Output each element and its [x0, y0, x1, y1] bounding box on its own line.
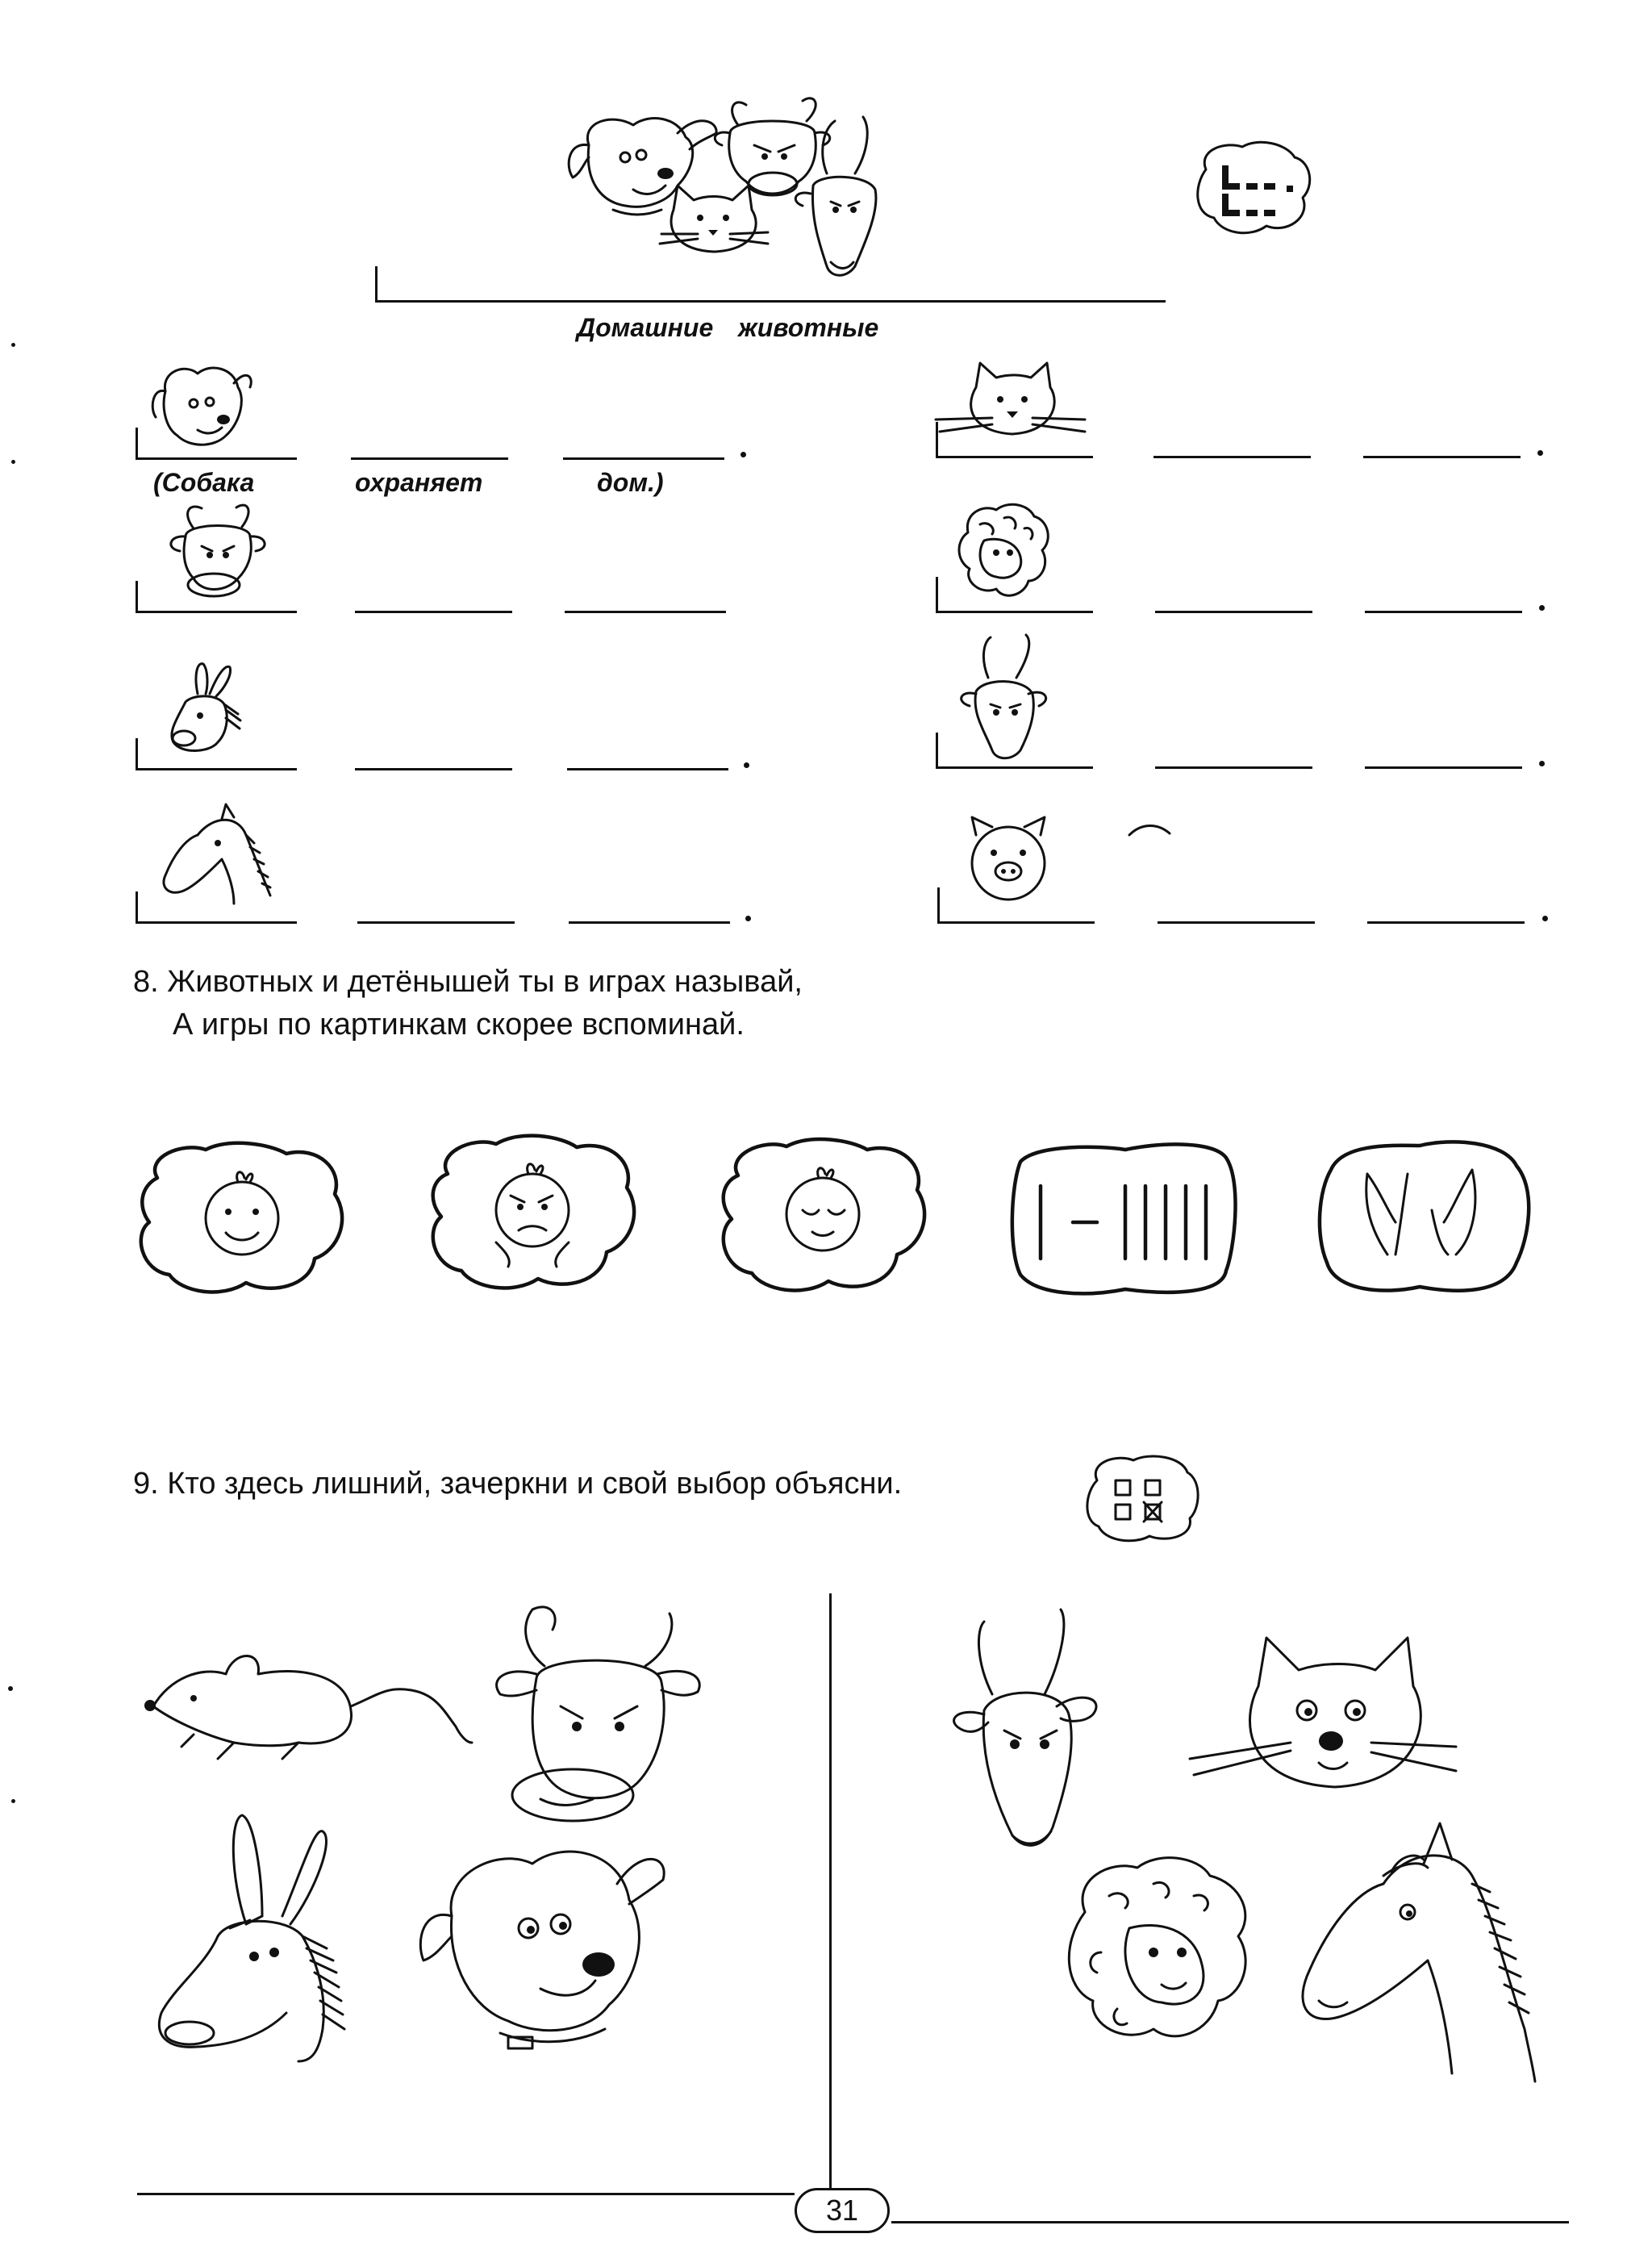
- row-right-2-blank-2[interactable]: [1155, 611, 1312, 613]
- row-right-2-blank-3[interactable]: [1365, 611, 1522, 613]
- page-number-badge: [795, 2188, 890, 2233]
- row-left-4-blank-2[interactable]: [357, 921, 515, 924]
- dog-large-icon[interactable]: [411, 1803, 670, 2077]
- row-right-3-blank-3[interactable]: [1365, 766, 1522, 769]
- donkey-large-icon[interactable]: [141, 1803, 383, 2077]
- row-left-4-blank-3[interactable]: [569, 921, 730, 924]
- sheep-large-icon[interactable]: [1053, 1848, 1279, 2081]
- row-left-3-blank-2[interactable]: [355, 768, 512, 770]
- row-right-2-blank-1[interactable]: [936, 611, 1093, 613]
- cat-head-icon: [660, 186, 768, 252]
- goat-large-icon[interactable]: [907, 1605, 1149, 1872]
- row-right-1-blank-2[interactable]: [1153, 456, 1311, 458]
- header-caption: Домашние животные: [577, 313, 879, 342]
- sheep-small-icon: [952, 500, 1057, 605]
- scan-mark: [11, 460, 15, 464]
- cat-large-icon[interactable]: [1186, 1622, 1460, 1831]
- scan-mark: [11, 343, 15, 347]
- row-right-1-blank-3[interactable]: [1363, 456, 1521, 458]
- game-bubble-tally-marks[interactable]: [1004, 1138, 1246, 1303]
- row-left-1-blank-1[interactable]: [136, 457, 297, 460]
- donkey-small-icon: [161, 658, 250, 762]
- small-mark-decoration: [1125, 819, 1174, 843]
- horse-small-icon: [153, 803, 274, 912]
- goat-small-icon: [952, 633, 1065, 762]
- header-answer-line[interactable]: [375, 300, 1166, 303]
- page-number: 31: [825, 2194, 859, 2227]
- task-8-line-2: А игры по картинкам скорее вспоминай.: [173, 1008, 745, 1042]
- header-animals-illustration: [557, 97, 928, 290]
- build-sentence-icon: [1190, 137, 1319, 242]
- row-right-1-blank-1[interactable]: [936, 456, 1093, 458]
- game-bubble-sleeping-baby[interactable]: [714, 1134, 932, 1299]
- row-left-4-blank-1[interactable]: [136, 921, 297, 924]
- row-right-3-blank-1[interactable]: [936, 766, 1093, 769]
- row-left-1-blank-2[interactable]: [351, 457, 508, 460]
- footer-line-left: [137, 2193, 795, 2195]
- pig-small-icon: [960, 811, 1057, 908]
- row-left-3-blank-3[interactable]: [567, 768, 728, 770]
- task-8-line-1: 8. Животных и детёнышей ты в играх называй,: [133, 965, 803, 999]
- dog-small-icon: [149, 359, 254, 456]
- task-9-text: 9. Кто здесь лишний, зачеркни и свой выбор объясни.: [133, 1467, 903, 1501]
- game-bubble-happy-baby[interactable]: [133, 1138, 351, 1299]
- odd-one-out-icon: [1081, 1452, 1202, 1545]
- row-left-3-blank-1[interactable]: [136, 768, 297, 770]
- row-right-4-blank-2[interactable]: [1158, 921, 1315, 924]
- row-left-1-blank-3[interactable]: [563, 457, 724, 460]
- row-left-2-blank-1[interactable]: [136, 611, 297, 613]
- row-right-4-blank-1[interactable]: [937, 921, 1095, 924]
- footer-line-right: [891, 2221, 1569, 2223]
- cat-small-icon: [928, 355, 1089, 452]
- mouse-icon[interactable]: [137, 1630, 476, 1771]
- row-left-2-blank-3[interactable]: [565, 611, 726, 613]
- game-bubble-hands[interactable]: [1311, 1134, 1533, 1303]
- row-right-4-blank-3[interactable]: [1367, 921, 1525, 924]
- example-word-3: дом.): [597, 468, 664, 497]
- scan-mark: [8, 1686, 13, 1691]
- example-word-2: охраняет: [355, 468, 483, 497]
- row-left-2-blank-2[interactable]: [355, 611, 512, 613]
- cow-head-icon: [715, 98, 829, 195]
- row-right-3-blank-2[interactable]: [1155, 766, 1312, 769]
- game-bubble-angry-baby[interactable]: [423, 1129, 641, 1299]
- cow-small-icon: [157, 504, 278, 609]
- example-word-1: (Собака: [153, 468, 255, 497]
- horse-large-icon[interactable]: [1279, 1815, 1537, 2114]
- panel-divider: [829, 1593, 832, 2190]
- goat-head-icon: [795, 117, 876, 275]
- scan-mark: [11, 1799, 15, 1803]
